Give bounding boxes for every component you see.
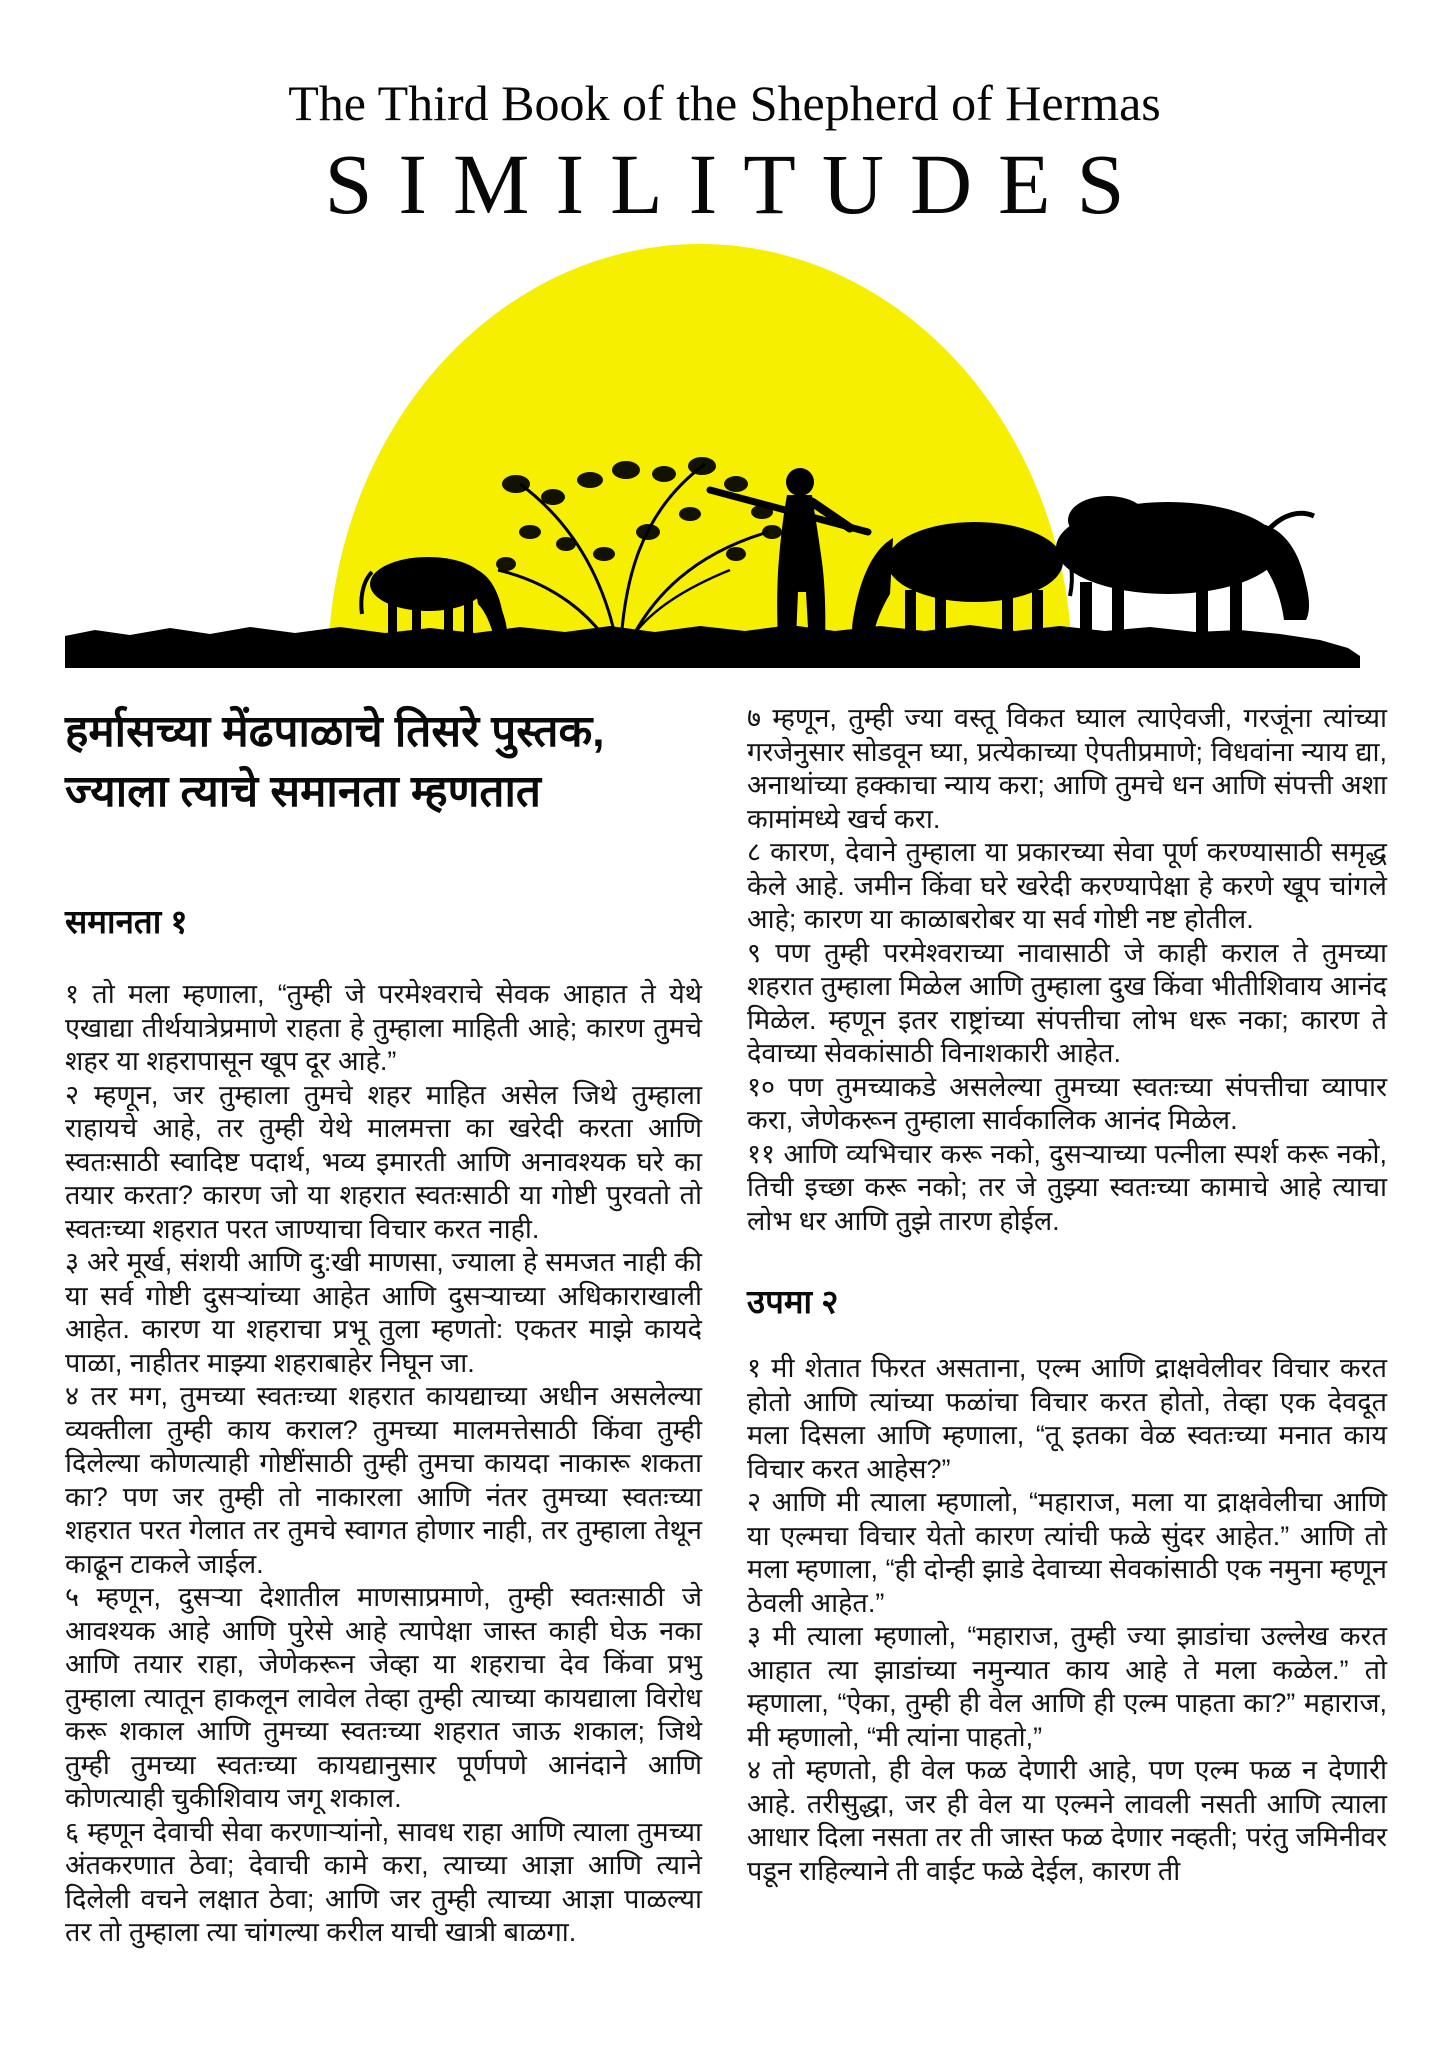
verse: २ आणि मी त्याला म्हणालो, “महाराज, मला या द्राक्षवेलीचा आणि या एल्मचा विचार येतो कारण त्यांची फळे सुंदर आहेत.” आणि तो मला म्हणाला, “ही दोन्ही झाडे देवाच्या सेवकांसाठी एक नमुना म्हणून ठेवली आहेत.” [747,1487,1387,1618]
verse: ८ कारण, देवाने तुम्हाला या प्रकारच्या सेवा पूर्ण करण्यासाठी समृद्ध केले आहे. जमीन किंवा घरे खरेदी करण्यापेक्षा हे करणे खूप चांगले आहे; कारण या काळाबरोबर या सर्व गोष्टी नष्ट होतील. [747,837,1387,934]
verse: ६ म्हणून देवाची सेवा करणाऱ्यांनो, सावध राहा आणि त्याला तुमच्या अंतकरणात ठेवा; देवाची कामे करा, त्याच्या आज्ञा आणि त्याने दिलेली वचने लक्षात ठेवा; आणि जर तुम्ही त्याच्या आज्ञा पाळल्या तर तो तुम्हाला त्या चांगल्या करील याची खात्री बाळगा. [65,1816,702,1947]
cattle-silhouette-right [1056,496,1314,646]
verse: ४ तर मग, तुमच्या स्वतःच्या शहरात कायद्याच्या अधीन असलेल्या व्यक्तीला तुम्ही काय कराल? तुमच्या मालमत्तेसाठी किंवा तुम्ही दिलेल्या कोणत्याही गोष्टींसाठी तुम्ही तुमचा कायदा नाकारू शकता का? पण जर तुम्ही तो नाकारला आणि नंतर तुमच्या स्वतःच्या शहरात परत गेलात तर तुमचे स्वागत होणार नाही, तर तुम्हाला तेथून काढून टाकले जाईल. [65,1381,702,1579]
verse: २ म्हणून, जर तुम्हाला तुमचे शहर माहित असेल जिथे तुम्हाला राहायचे आहे, तर तुम्ही येथे मालमत्ता का खरेदी करता आणि स्वतःसाठी स्वादिष्ट पदार्थ, भव्य इमारती आणि अनावश्यक घरे का तयार करता? कारण जो या शहरात स्वतःसाठी या गोष्टी पुरवतो तो स्वतःच्या शहरात परत जाण्याचा विचार करत नाही. [65,1079,702,1244]
left-column [65,978,702,1950]
verse: १ मी शेतात फिरत असताना, एल्म आणि द्राक्षवेलीवर विचार करत होतो आणि त्यांच्या फळांचा विचार करत होतो, तेव्हा एक देवदूत मला दिसला आणि म्हणाला, “तू इतका वेळ स्वतःच्या मनात काय विचार करत आहेस?” [747,1353,1387,1484]
article-heading: हर्मासच्या मेंढपाळाचे तिसरे पुस्तक, ज्याला त्याचे समानता म्हणतात [65,707,605,816]
section-heading-similitude-1: समानता १ [65,903,188,940]
ground-silhouette [65,625,1360,668]
verse: ३ अरे मूर्ख, संशयी आणि दु:खी माणसा, ज्याला हे समजत नाही की या सर्व गोष्टी दुसऱ्यांच्या आहेत आणि दुसऱ्याच्या अधिकाराखाली आहेत. कारण या शहराचा प्रभू तुला म्हणतो: एकतर माझे कायदे पाळा, नाहीतर माझ्या शहराबाहेर निघून जा. [65,1247,702,1378]
page-subtitle: SIMILITUDES [324,136,1151,232]
right-column [747,702,1387,1888]
verse: १ तो मला म्हणाला, “तुम्ही जे परमेश्वराचे सेवक आहात ते येथे एखाद्या तीर्थयात्रेप्रमाणे राहता हे तुम्हाला माहिती आहे; कारण तुमचे शहर या शहरापासून खूप दूर आहे.” [65,979,702,1076]
verse: ९ पण तुम्ही परमेश्वराच्या नावासाठी जे काही कराल ते तुमच्या शहरात तुम्हाला मिळेल आणि तुम्हाला दुख किंवा भीतीशिवाय आनंद मिळेल. म्हणून इतर राष्ट्रांच्या संपत्तीचा लोभ धरू नका; कारण ते देवाच्या सेवकांसाठी विनाशकारी आहेत. [747,937,1387,1068]
verse: ३ मी त्याला म्हणालो, “महाराज, तुम्ही ज्या झाडांचा उल्लेख करत आहात त्या झाडांच्या नमुन्यात काय आहे ते मला कळेल.” तो म्हणाला, “ऐका, तुम्ही ही वेल आणि ही एल्म पाहता का?” महाराज, मी म्हणालो, “मी त्यांना पाहतो,” [747,1621,1387,1752]
page-title: The Third Book of the Shepherd of Hermas [288,75,1161,131]
verse: ५ म्हणून, दुसऱ्या देशातील माणसाप्रमाणे, तुम्ही स्वतःसाठी जे आवश्यक आहे आणि पुरेसे आहे त्यापेक्षा जास्त काही घेऊ नका आणि तयार राहा, जेणेकरून जेव्हा या शहराचा देव किंवा प्रभु तुम्हाला त्यातून हाकलून लावेल तेव्हा तुम्ही त्याच्या कायद्याला विरोध करू शकाल आणि तुमच्या स्वतःच्या शहरात जाऊ शकाल; जिथे तुम्ही तुमच्या स्वतःच्या कायद्यानुसार पूर्णपणे आनंदाने आणि कोणत्याही चुकीशिवाय जगू शकाल. [65,1582,702,1813]
sunset-illustration [0,232,1449,692]
verse: ११ आणि व्यभिचार करू नको, दुसऱ्याच्या पत्नीला स्पर्श करू नको, तिची इच्छा करू नको; तर जे तुझ्या स्वतःच्या कामाचे आहे त्याचा लोभ धर आणि तुझे तारण होईल. [747,1138,1387,1236]
verse: ४ तो म्हणतो, ही वेल फळ देणारी आहे, पण एल्म फळ न देणारी आहे. तरीसुद्धा, जर ही वेल या एल्मने लावली नसती आणि त्याला आधार दिला नसता तर ती जास्त फळ देणार नव्हती; परंतु जमिनीवर पडून राहिल्याने ती वाईट फळे देईल, कारण ती [747,1755,1387,1886]
section-heading-similitude-2: उपमा २ [747,1283,839,1320]
verse: ७ म्हणून, तुम्ही ज्या वस्तू विकत घ्याल त्याऐवजी, गरजूंना त्यांच्या गरजेनुसार सोडवून घ्या, प्रत्येकाच्या ऐपतीप्रमाणे; विधवांना न्याय द्या, अनाथांच्या हक्काचा न्याय करा; आणि तुमचे धन आणि संपत्ती अशा कामांमध्ये खर्च करा. [747,703,1387,834]
verse: १० पण तुमच्याकडे असलेल्या तुमच्या स्वतःच्या संपत्तीचा व्यापार करा, जेणेकरून तुम्हाला सार्वकालिक आनंद मिळेल. [747,1071,1387,1135]
